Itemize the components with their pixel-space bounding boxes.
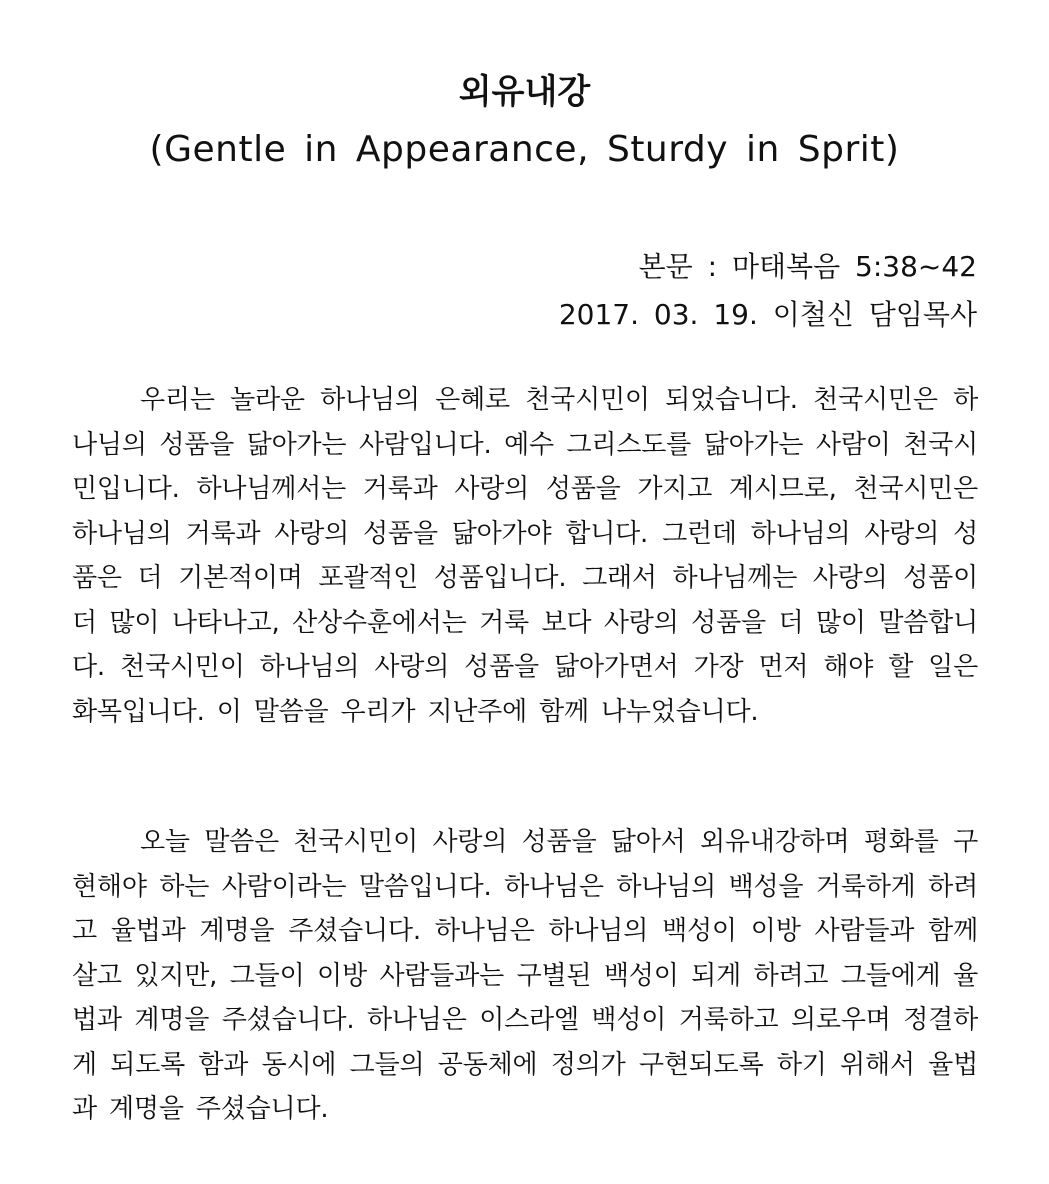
date-author: 2017. 03. 19. 이철신 담임목사: [558, 298, 977, 331]
page-subtitle: (Gentle in Appearance, Sturdy in Sprit): [149, 129, 900, 170]
body-paragraph: 우리는 놀라운 하나님의 은혜로 천국시민이 되었습니다. 천국시민은 하나님의 성품을 닮아가는 사람입니다. 예수 그리스도를 닮아가는 사람이 천국시민입니다. 하나님께서는 거룩과 사랑의 성품을 가지고 계시므로, 천국시민은 하나님의 거룩과 사랑의 성품을 닮아가야 합니다. 그런데 하나님의 사랑의 성품은 더 기본적이며 포괄적인 성품입니다. 그래서 하나님께는 사랑의 성품이 더 많이 나타나고, 산상수훈에서는 거룩 보다 사랑의 성품을 더 많이 말씀합니다. 천국시민이 하나님의 사랑의 성품을 닮아가면서 가장 먼저 해야 할 일은 화목입니다. 이 말씀을 우리가 지난주에 함께 나누었습니다.: [72, 385, 978, 727]
page-title: 외유내강: [458, 72, 591, 112]
scripture-reference: 본문 : 마태복음 5:38~42: [638, 250, 977, 283]
body-paragraph: 오늘 말씀은 천국시민이 사랑의 성품을 닮아서 외유내강하며 평화를 구현해야 하는 사람이라는 말씀입니다. 하나님은 하나님의 백성을 거룩하게 하려고 율법과 계명을 주셨습니다. 하나님은 하나님의 백성이 이방 사람들과 함께 살고 있지만, 그들이 이방 사람들과는 구별된 백성이 되게 하려고 그들에게 율법과 계명을 주셨습니다. 하나님은 이스라엘 백성이 거룩하고 의로우며 정결하게 되도록 함과 동시에 그들의 공동체에 정의가 구현되도록 하기 위해서 율법과 계명을 주셨습니다.: [72, 827, 978, 1124]
